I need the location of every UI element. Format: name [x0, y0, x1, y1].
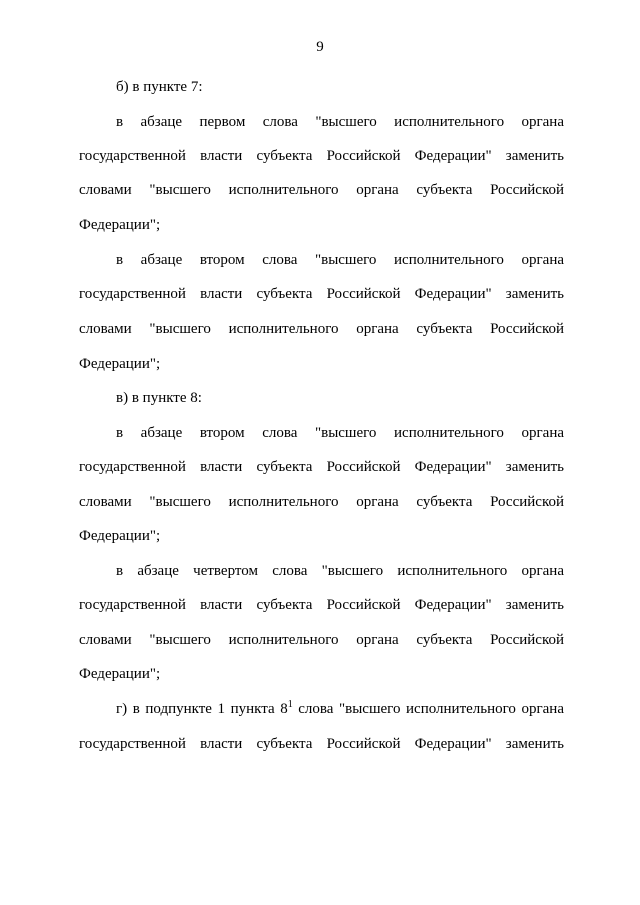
- text-line: государственной власти субъекта Российской Федерации" заменить: [79, 459, 564, 475]
- text-line: словами "высшего исполнительного органа субъекта Российской: [79, 632, 564, 648]
- text-line: Федерации";: [79, 217, 161, 233]
- text-line: государственной власти субъекта Российской Федерации" заменить: [79, 286, 564, 302]
- text-line: государственной власти субъекта Российской Федерации" заменить: [79, 148, 564, 164]
- paragraph-heading-b: б) в пункте 7:: [116, 79, 203, 95]
- superscript: 1: [287, 699, 293, 710]
- text-line: Федерации";: [79, 666, 161, 682]
- text-line: словами "высшего исполнительного органа субъекта Российской: [79, 494, 564, 510]
- text-line: в абзаце втором слова "высшего исполнительного органа: [116, 425, 564, 441]
- text-line: Федерации";: [79, 528, 161, 544]
- text-line: в абзаце втором слова "высшего исполнительного органа: [116, 252, 564, 268]
- text-fragment: слова "высшего исполнительного органа: [292, 701, 564, 717]
- text-line: словами "высшего исполнительного органа субъекта Российской: [79, 321, 564, 337]
- page-number: 9: [316, 39, 324, 55]
- text-fragment: г) в подпункте 1 пункта 8: [116, 701, 288, 717]
- text-line: государственной власти субъекта Российской Федерации" заменить: [79, 597, 564, 613]
- text-line: в абзаце первом слова "высшего исполнительного органа: [116, 114, 564, 130]
- text-line: государственной власти субъекта Российской Федерации" заменить: [79, 736, 564, 752]
- paragraph-heading-v: в) в пункте 8:: [116, 390, 202, 406]
- text-line: в абзаце четвертом слова "высшего исполнительного органа: [116, 563, 564, 579]
- text-line: Федерации";: [79, 356, 161, 372]
- paragraph-heading-g: [116, 700, 564, 718]
- text-line: словами "высшего исполнительного органа субъекта Российской: [79, 182, 564, 198]
